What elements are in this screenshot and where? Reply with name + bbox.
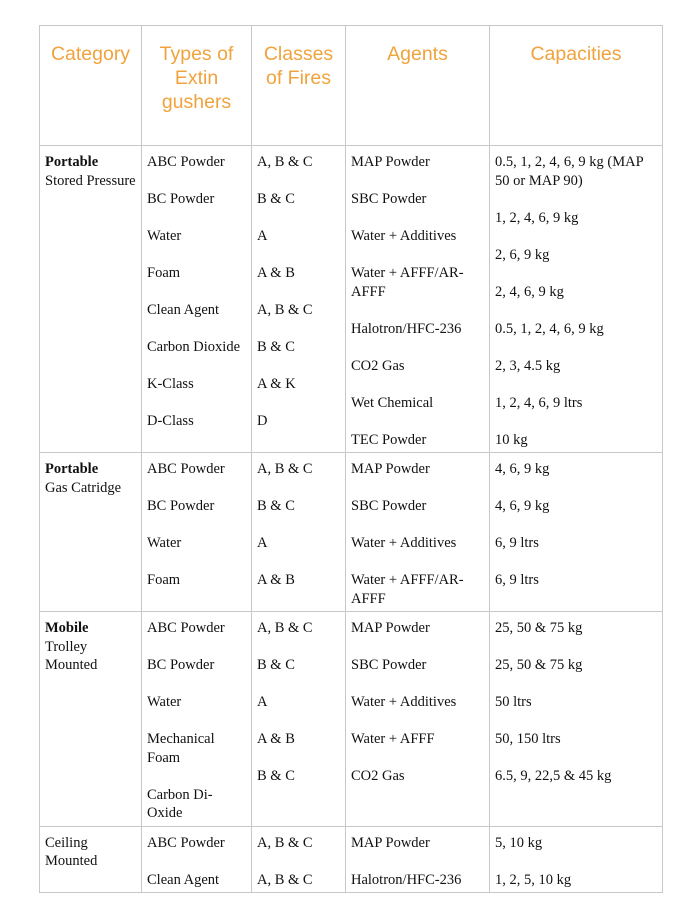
- capacity-item: 50, 150 ltrs: [495, 731, 561, 747]
- type-item: ABC Powder: [147, 154, 225, 170]
- category-cell: [40, 612, 142, 827]
- agent-item: Water + AFFF/AR-AFFF: [351, 265, 464, 300]
- class-item: A, B & C: [257, 461, 313, 477]
- capacity-item: 4, 6, 9 kg: [495, 498, 550, 514]
- type-item: ABC Powder: [147, 461, 225, 477]
- type-item: Carbon Dioxide: [147, 339, 241, 355]
- type-item: BC Powder: [147, 657, 215, 673]
- capacity-item: 2, 3, 4.5 kg: [495, 357, 561, 374]
- capacity-item: 6, 9 ltrs: [495, 572, 539, 588]
- header-classes: Classes of Fires: [252, 26, 346, 146]
- agent-item: SBC Powder: [351, 657, 427, 673]
- capacity-item: 4, 6, 9 kg: [495, 461, 550, 477]
- agent-item: Halotron/HFC-236: [351, 871, 462, 888]
- table-row: [40, 453, 663, 612]
- classes-cell: [252, 612, 346, 827]
- agent-item: Water + AFFF: [351, 731, 435, 747]
- type-item: Clean Agent: [147, 871, 220, 888]
- classes-cell: [252, 453, 346, 612]
- agent-item: TEC Powder: [351, 431, 427, 448]
- class-item: A & K: [257, 376, 296, 392]
- capacity-item: 6, 9 ltrs: [495, 535, 539, 551]
- class-item: A, B & C: [257, 620, 313, 636]
- agents-cell: [346, 826, 490, 893]
- category-cell: [40, 146, 142, 453]
- class-item: A & B: [257, 572, 295, 588]
- agent-item: CO2 Gas: [351, 357, 405, 374]
- agent-item: MAP Powder: [351, 834, 430, 851]
- category-subtitle: Ceiling Mounted: [45, 834, 98, 869]
- table-row: [40, 146, 663, 453]
- type-item: Water: [147, 694, 182, 710]
- type-item: D-Class: [147, 413, 194, 429]
- agent-item: Water + Additives: [351, 535, 457, 551]
- capacity-item: 5, 10 kg: [495, 834, 543, 851]
- category-subtitle: Gas Catridge: [45, 479, 122, 496]
- agent-item: Water + AFFF/AR-AFFF: [351, 572, 464, 607]
- agents-cell: [346, 612, 490, 827]
- category-title: Portable: [45, 154, 99, 170]
- agent-item: Halotron/HFC-236: [351, 320, 462, 337]
- capacities-cell: [490, 612, 663, 827]
- type-item: BC Powder: [147, 498, 215, 514]
- class-item: B & C: [257, 339, 295, 355]
- type-item: BC Powder: [147, 191, 215, 207]
- extinguisher-table: [39, 25, 663, 893]
- type-item: Foam: [147, 265, 181, 281]
- class-item: A: [257, 228, 268, 244]
- agent-item: SBC Powder: [351, 498, 427, 514]
- class-item: A: [257, 694, 268, 710]
- type-item: ABC Powder: [147, 834, 225, 851]
- capacity-item: 50 ltrs: [495, 694, 532, 710]
- table-row: [40, 612, 663, 827]
- types-cell: [142, 826, 252, 893]
- class-item: B & C: [257, 498, 295, 514]
- capacities-cell: [490, 453, 663, 612]
- capacity-item: 0.5, 1, 2, 4, 6, 9 kg: [495, 320, 604, 337]
- capacity-item: 2, 6, 9 kg: [495, 246, 550, 263]
- agent-item: CO2 Gas: [351, 768, 405, 784]
- class-item: A & B: [257, 265, 295, 281]
- class-item: B & C: [257, 768, 295, 784]
- capacity-item: 10 kg: [495, 431, 528, 448]
- class-item: A, B & C: [257, 154, 313, 170]
- agent-item: Water + Additives: [351, 694, 457, 710]
- agent-item: MAP Powder: [351, 154, 430, 170]
- capacity-item: 0.5, 1, 2, 4, 6, 9 kg (MAP 50 or MAP 90): [495, 154, 644, 189]
- class-item: B & C: [257, 657, 295, 673]
- type-item: Foam: [147, 572, 181, 588]
- capacities-cell: [490, 826, 663, 893]
- header-category: Category: [40, 26, 142, 146]
- capacity-item: 6.5, 9, 22,5 & 45 kg: [495, 768, 612, 784]
- types-cell: [142, 146, 252, 453]
- capacity-item: 1, 2, 4, 6, 9 ltrs: [495, 394, 583, 411]
- table-row: [40, 826, 663, 893]
- capacity-item: 1, 2, 4, 6, 9 kg: [495, 209, 579, 226]
- capacity-item: 2, 4, 6, 9 kg: [495, 283, 564, 300]
- agents-cell: [346, 146, 490, 453]
- class-item: D: [257, 413, 268, 429]
- agent-item: Wet Chemical: [351, 394, 434, 411]
- type-item: Carbon Di-Oxide: [147, 786, 213, 821]
- category-cell: [40, 826, 142, 893]
- type-item: Mechanical Foam: [147, 731, 215, 766]
- type-item: K-Class: [147, 376, 194, 392]
- types-cell: [142, 453, 252, 612]
- category-subtitle: Stored Pressure: [45, 172, 136, 189]
- agent-item: SBC Powder: [351, 191, 427, 207]
- classes-cell: [252, 826, 346, 893]
- category-subtitle: Trolley Mounted: [45, 638, 98, 673]
- header-capacities: Capacities: [490, 26, 663, 146]
- category-cell: [40, 453, 142, 612]
- class-item: B & C: [257, 191, 295, 207]
- agent-item: MAP Powder: [351, 620, 430, 636]
- capacity-item: 25, 50 & 75 kg: [495, 620, 583, 636]
- header-agents: Agents: [346, 26, 490, 146]
- header-row: [40, 26, 663, 146]
- agent-item: Water + Additives: [351, 228, 457, 244]
- type-item: Clean Agent: [147, 302, 220, 318]
- class-item: A, B & C: [257, 834, 313, 851]
- agents-cell: [346, 453, 490, 612]
- class-item: A: [257, 535, 268, 551]
- category-title: Mobile: [45, 620, 89, 636]
- type-item: Water: [147, 535, 182, 551]
- type-item: ABC Powder: [147, 620, 225, 636]
- classes-cell: [252, 146, 346, 453]
- types-cell: [142, 612, 252, 827]
- capacity-item: 1, 2, 5, 10 kg: [495, 871, 572, 888]
- agent-item: MAP Powder: [351, 461, 430, 477]
- type-item: Water: [147, 228, 182, 244]
- capacity-item: 25, 50 & 75 kg: [495, 657, 583, 673]
- category-title: Portable: [45, 461, 99, 477]
- capacities-cell: [490, 146, 663, 453]
- class-item: A & B: [257, 731, 295, 747]
- class-item: A, B & C: [257, 302, 313, 318]
- header-types: Types of Extin gushers: [142, 26, 252, 146]
- class-item: A, B & C: [257, 871, 313, 888]
